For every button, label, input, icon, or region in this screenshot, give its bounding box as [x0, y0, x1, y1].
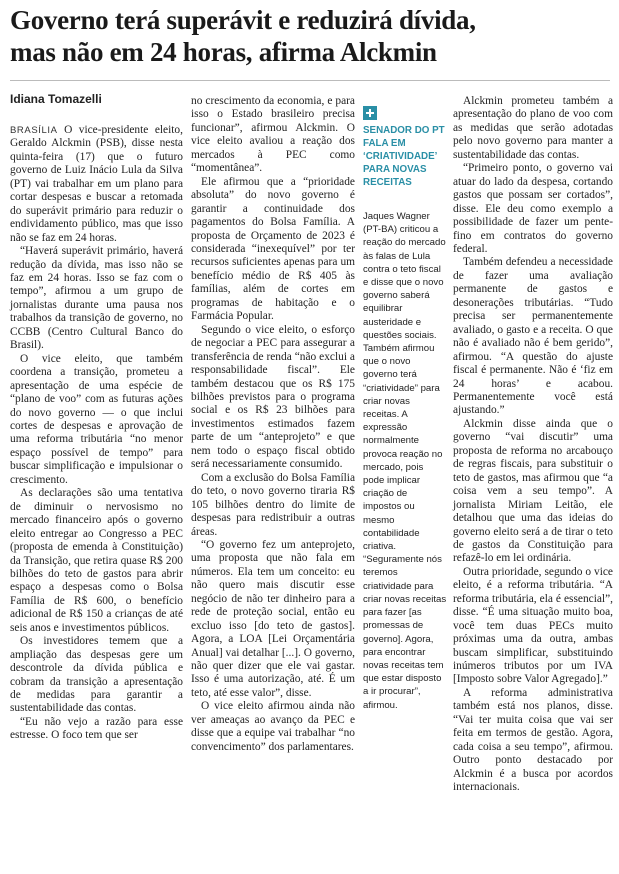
paragraph: “Primeiro ponto, o governo vai atuar do lado da despesa, cortando gastos que possam ser cortados”, disse. Ele deu como exemplo a possibilidade de fazer um pente-fino em contratos do governo federal.	[453, 162, 613, 255]
column-2	[191, 95, 355, 754]
paragraph: Com a exclusão do Bolsa Família do teto, o novo governo tiraria R$ 105 bilhões dentro do limite de despesas para redistribuir a outras áreas.	[191, 471, 355, 538]
paragraph	[10, 124, 183, 245]
sidebar-paragraph: Jaques Wagner (PT-BA) criticou a reação do mercado às falas de Lula contra o teto fiscal e disse que o novo governo saberá equilibrar austeridade e questões sociais. Também afirmou que o novo governo terá “criatividade” para criar novas receitas. A expressão normalmente provoca reação no mercado, pois pode implicar criação de impostos ou mesmo contabilidade criativa.	[363, 211, 446, 553]
paragraph: “Eu não vejo a razão para esse estresse. O foco tem que ser	[10, 715, 183, 742]
paragraph: Os investidores temem que a ampliação das despesas gere um descontrole da dívida pública e cobram da transição a apresentação de medidas para garantir a sustentabilidade das contas.	[10, 635, 183, 715]
sidebar-body	[363, 210, 447, 712]
dateline: BRASÍLIA	[10, 125, 58, 136]
column-1	[10, 124, 183, 743]
paragraph: Outra prioridade, segundo o vice eleito, é a reforma tributária. “A reforma tributária, ela é essencial”, disse. “É uma situação muito boa, você tem duas PECs muito próximas uma da outra, ambas buscam simplificar, substituindo inúmeros tributos por um IVA [Imposto sobre Valor Agregado].”	[453, 565, 613, 686]
paragraph: Ele afirmou que a “prioridade absoluta” do novo governo é garantir a continuidade dos pagamentos do Bolsa Família. A proposta de Orçamento de 2023 é considerada “inexequível” por ter recursos suficientes apenas para um benefício médio de R$ 405 às famílias, além de cortes em programas de habitação e o Farmácia Popular.	[191, 175, 355, 323]
headline	[10, 4, 610, 68]
paragraph: “Haverá superávit primário, haverá redução da dívida, mas isso não se faz em 24 horas. Isso se faz com o tempo”, afirmou a um grupo de jornalistas durante uma pausa nos trabalhos da transição de governo, no CCBB (Centro Cultural Banco do Brasil).	[10, 245, 183, 352]
paragraph: O vice eleito afirmou ainda não ver ameaças ao avanço da PEC e disse que a equipe vai trabalhar “no convencimento” dos parlamentares.	[191, 700, 355, 753]
paragraph: O vice eleito, que também coordena a transição, prometeu a apresentação de uma espécie de “plano de voo” com as futuras ações do novo governo — o que inclui cortes de despesas e aprovação de uma reforma tributária “no menor espaço possível de tempo” para buscar simplificação e impulsionar o crescimento.	[10, 352, 183, 486]
column-4	[453, 95, 613, 795]
sidebar-title: SENADOR DO PT FALA EM ‘CRIATIVIDADE’ PARA NOVAS RECEITAS	[363, 125, 445, 188]
headline-rule	[10, 80, 610, 81]
paragraph: A reforma administrativa também está nos planos, disse. “Vai ter muita coisa que vai ser feita em termos de gestão. Agora, cada coisa a seu tempo”, afirmou. Outro ponto destacado por Alckmin é a busca por acordos internacionais.	[453, 686, 613, 794]
paragraph-text: O vice-presidente eleito, Geraldo Alckmin (PSB), disse nesta quinta-feira (17) que o futuro governo de Luiz Inácio Lula da Silva (PT) vai trabalhar em um plano para cortar despesas e buscar a retomada do superávit primário para reduzir o endividamento público, mas que isso não se faz em 24 horas.	[10, 124, 183, 244]
paragraph: As declarações são uma tentativa de diminuir o nervosismo no mercado financeiro após o governo eleito entregar ao Congresso a PEC (proposta de emenda à Constituição) da Transição, que retira quase R$ 200 bilhões do teto de gastos para abrir espaço a despesas como o Bolsa Família de R$ 600, o benefício adicional de R$ 150 a crianças de até seis anos e investimentos públicos.	[10, 487, 183, 634]
paragraph: Alckmin prometeu também a apresentação do plano de voo com as medidas que serão adotadas pelo novo governo para manter a sustentabilidade das contas.	[453, 95, 613, 161]
paragraph: “O governo fez um anteprojeto, uma proposta que não fala em números. Ela tem um conceito: eu não quero mais discutir esse negócio de não ter dinheiro para a rede de proteção social, então eu excluo isso [do teto de gastos]. Agora, a LOA [Lei Orçamentária Anual] vai detalhar [...]. O governo, não quer dizer que ele vai gastar. Isso é uma autorização, até. É um teto, até esse valor”, disse.	[191, 538, 355, 699]
paragraph: no crescimento da economia, e para isso o Estado brasileiro precisa funcionar”, afirmou Alckmin. O vice eleito avaliou a reação dos mercados à PEC como “momentânea”.	[191, 95, 355, 175]
paragraph: Também defendeu a necessidade de fazer uma avaliação permanente de gastos e desonerações tributárias. “Tudo precisa ser permanentemente avaliado, o gasto e a receita. O que não é avaliado não é bem gerido”, afirmou. “A questão do ajuste fiscal é permanente. Não é ‘fiz em 24 horas’ e acabou. Permanentemente você está ajustando.”	[453, 256, 613, 417]
sidebar-paragraph: “Seguramente nós teremos criatividade para criar novas receitas para fazer [as promessas de governo]. Agora, para encontrar novas receitas tem que estar disposto a ir procurar”, afirmou.	[363, 554, 447, 711]
byline: Idiana Tomazelli	[10, 92, 102, 106]
headline-line-1: Governo terá superávit e reduzirá dívida,	[10, 5, 476, 35]
paragraph: Alckmin disse ainda que o governo “vai discutir” uma proposta de reforma no arcabouço de regras fiscais, para substituir o teto de gastos, mas afirmou que “a coisa vem a seu tempo”. A jornalista Miriam Leitão, ele detalhou que uma das ideias do governo eleito será a de tirar o teto de gastos da Constituição para refazê-lo em lei ordinária.	[453, 417, 613, 565]
plus-icon	[363, 106, 377, 120]
paragraph: Segundo o vice eleito, o esforço de negociar a PEC para assegurar a transferência de renda “não exclui a responsabilidade fiscal”. Ele também destacou que os R$ 175 bilhões previstos para o programa social e os R$ 23 bilhões para investimentos estimados fazem parte de um “anteprojeto” e que nem todo o espaço fiscal obtido será necessariamente consumido.	[191, 323, 355, 471]
headline-line-2: mas não em 24 horas, afirma Alckmin	[10, 37, 437, 67]
